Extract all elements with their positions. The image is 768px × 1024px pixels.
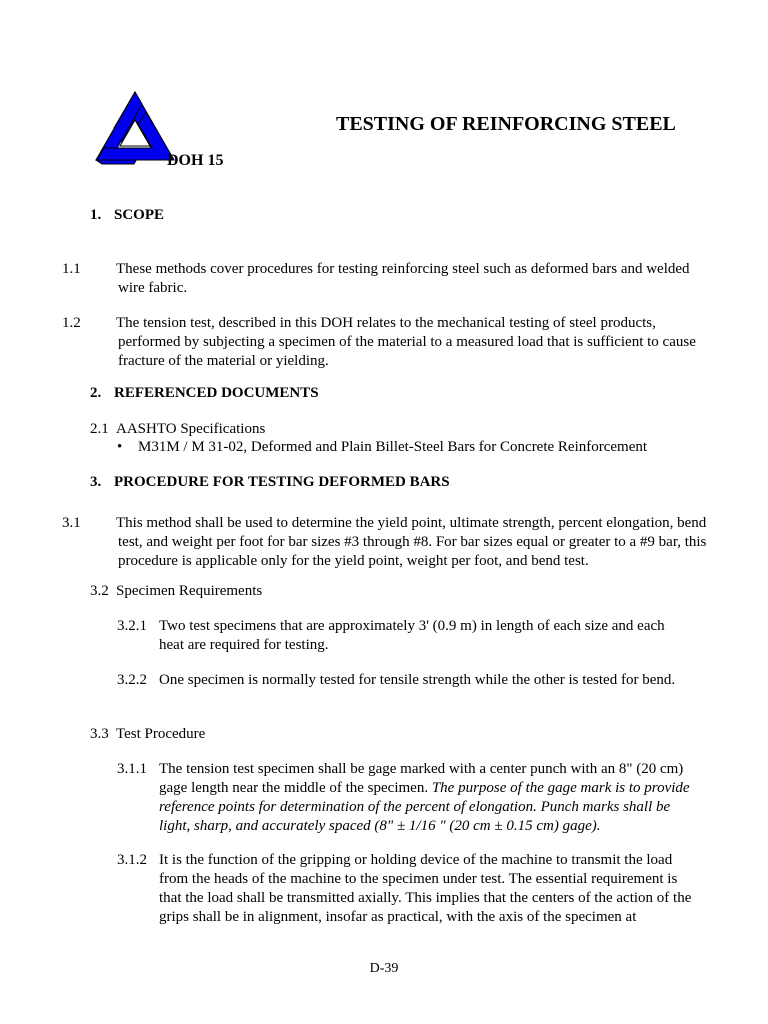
- paragraph-1-2: 1.2 The tension test, described in this DOH relates to the mechanical testing of steel products, performed by subjecting a specimen of the material to a measured load that is sufficient to cause fracture of the material or yielding.: [62, 315, 696, 369]
- paragraph-3-1: 3.1 This method shall be used to determine the yield point, ultimate strength, percent elongation, bend test, and weight per foot for bar sizes #3 through #8. For bar sizes equal or greater to a #9 bar, this procedure is applicable only for the yield point, weight per foot, and bend test.: [62, 515, 707, 569]
- paragraph-3-2-2: 3.2.2 One specimen is normally tested for tensile strength while the other is tested for bend.: [117, 672, 676, 688]
- paragraph-3-1-2: 3.1.2 It is the function of the gripping or holding device of the machine to transmit the load from the heads of the machine to the specimen under test. The essential requirement is that the load shall be transmitted axially. This implies that the centers of the action of the grips shall be in alignment, insofar as practical, with the axis of the specimen at: [117, 852, 692, 925]
- paragraph-3-2-1: 3.2.1 Two test specimens that are approximately 3' (0.9 m) in length of each size and each heat are required for testing.: [117, 618, 665, 653]
- paragraph-2-1: 2.1 AASHTO Specifications: [90, 421, 266, 437]
- paragraph-3-2: 3.2 Specimen Requirements: [90, 583, 263, 599]
- document-title: TESTING OF REINFORCING STEEL: [336, 113, 676, 135]
- section-2-heading: 2. REFERENCED DOCUMENTS: [90, 385, 319, 401]
- page-number: D-39: [369, 961, 399, 976]
- section-1-heading: 1. SCOPE: [90, 207, 165, 223]
- section-3-heading: 3. PROCEDURE FOR TESTING DEFORMED BARS: [90, 474, 450, 490]
- doh-logo: [94, 90, 176, 170]
- bullet-icon: •: [117, 439, 123, 455]
- document-id: DOH 15: [167, 152, 224, 169]
- paragraph-3-1-1: 3.1.1 The tension test specimen shall be gage marked with a center punch with an 8" (20 cm) gage length near the middle of the specimen. The purpose of the gage mark is to provide reference points for determination of the percent of elongation. Punch marks shall be light, sharp, and accurately spaced (8" ± 1/16 " (20 cm ± 0.15 cm) gage).: [117, 761, 690, 834]
- paragraph-1-1: 1.1 These methods cover procedures for testing reinforcing steel such as deformed bars and welded wire fabric.: [62, 261, 690, 296]
- paragraph-3-3: 3.3 Test Procedure: [90, 726, 206, 742]
- bullet-item: • M31M / M 31-02, Deformed and Plain Billet-Steel Bars for Concrete Reinforcement: [117, 439, 648, 455]
